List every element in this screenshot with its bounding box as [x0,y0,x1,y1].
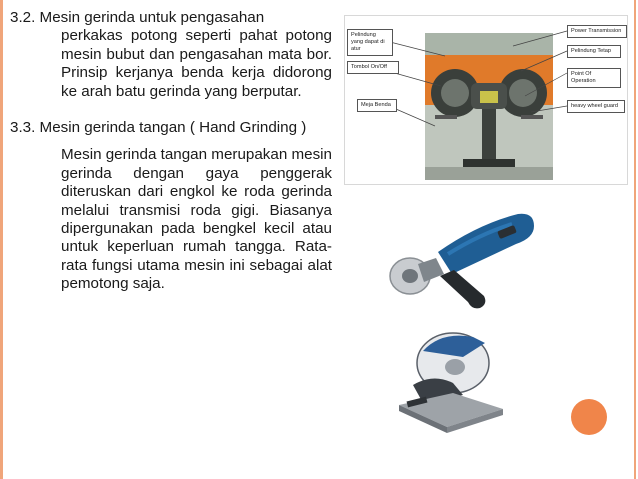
callout-pelindung: Pelindung yang dapat di atur [347,29,393,56]
section-3-2 [10,9,332,101]
left-accent-rule [0,0,3,479]
section-3-3-text: Mesin gerinda tangan merupakan mesin gerinda dengan gaya penggerak diteruskan dari engkol ke roda gerinda melalui transmisi roda gigi. Biasanya dipergunakan pada bengkel kecil atau untuk keperluan rumah tangga. Rata-rata fungsi utama mesin ini sebagai alat pemotong saja. [61,146,333,293]
decorative-orange-dot [571,399,607,435]
section-3-3-heading: 3.3. Mesin gerinda tangan ( Hand Grinding ) [10,119,307,137]
section-3-3 [10,119,332,294]
cutoff-saw-image [393,323,508,435]
callout-power: Power Transmission [567,25,627,38]
section-3-2-text: perkakas potong seperti pahat potong mesin bubut dan pengasahan mata bor. Prinsip kerjanya benda kerja didorong ke arah batu gerinda yang berputar. [61,27,332,100]
section-3-2-heading: 3.2. Mesin gerinda untuk pengasahan [10,9,265,26]
angle-grinder-image [388,204,538,314]
callout-meja: Meja Benda [357,99,397,112]
callout-operation: Point Of Operation [567,68,621,88]
callout-wheel: heavy wheel guard [567,100,625,113]
body-text [10,9,332,294]
right-accent-rule [634,0,636,479]
callout-tombol: Tombol On/Off [347,61,399,74]
callout-tetap: Pelindung Tetap [567,45,621,58]
bench-grinder-figure [344,15,628,185]
